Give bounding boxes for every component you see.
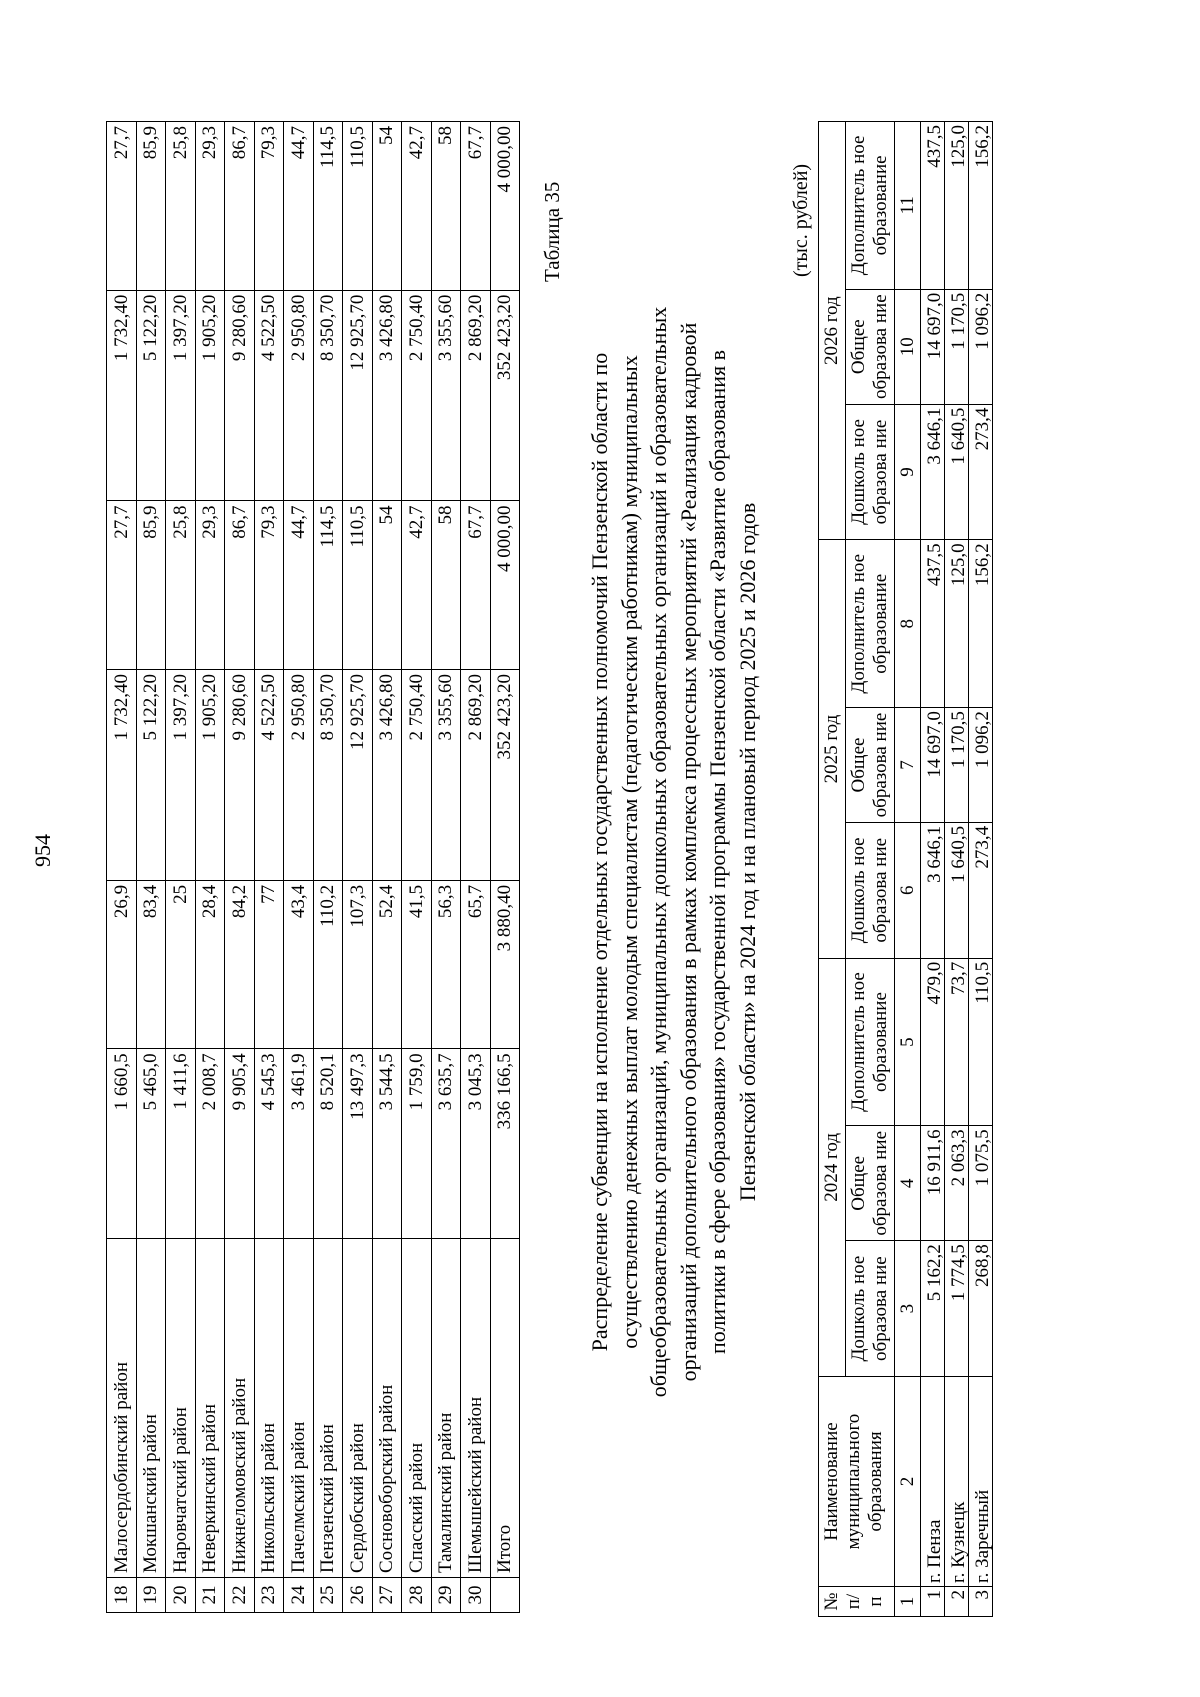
- district-name: Тамалинский район: [431, 1239, 461, 1578]
- header-sub: Дополнитель ное образование: [845, 958, 894, 1126]
- value-cell: 110,5: [969, 958, 993, 1126]
- row-number: 21: [195, 1578, 225, 1613]
- title-line: Пензенской области» на 2024 год и на плановый период 2025 и 2026 годов: [734, 502, 760, 1202]
- district-name: Сердобский район: [343, 1239, 373, 1578]
- value-cell: 27,7: [107, 122, 137, 291]
- municipality-name: г. Кузнецк: [945, 1377, 969, 1587]
- table-row: [402, 122, 432, 1613]
- table-row: [431, 122, 461, 1613]
- table-row: [945, 122, 969, 1617]
- value-cell: 437,5: [921, 122, 945, 290]
- row-number: 28: [402, 1578, 432, 1613]
- column-numbers-row: [894, 122, 921, 1617]
- column-number: 11: [894, 122, 921, 290]
- column-number: 7: [894, 708, 921, 823]
- value-cell: 14 697,0: [921, 289, 945, 404]
- value-cell: 479,0: [921, 958, 945, 1126]
- value-cell: 54: [372, 122, 402, 291]
- column-number: 8: [894, 540, 921, 708]
- table-row: [254, 122, 284, 1613]
- row-number: 30: [461, 1578, 491, 1613]
- row-number: 20: [166, 1578, 196, 1613]
- value-cell: 125,0: [945, 540, 969, 708]
- table-row: [921, 122, 945, 1617]
- value-cell: 26,9: [107, 880, 137, 1048]
- header-year: 2025 год: [819, 540, 846, 958]
- value-cell: 4 545,3: [254, 1049, 284, 1239]
- value-cell: 9 280,60: [225, 669, 255, 880]
- value-cell: 1 732,40: [107, 290, 137, 501]
- row-number: 2: [945, 1587, 969, 1617]
- column-number: 5: [894, 958, 921, 1126]
- header-sub: Дошколь ное образова ние: [845, 404, 894, 540]
- value-cell: 1 732,40: [107, 669, 137, 880]
- value-cell: 1 905,20: [195, 290, 225, 501]
- column-number: 3: [894, 1241, 921, 1377]
- value-cell: 67,7: [461, 501, 491, 669]
- value-cell: 41,5: [402, 880, 432, 1048]
- value-cell: 58: [431, 501, 461, 669]
- value-cell: 114,5: [313, 122, 343, 291]
- value-cell: 42,7: [402, 501, 432, 669]
- value-cell: 58: [431, 122, 461, 291]
- value-cell: 1 774,5: [945, 1241, 969, 1377]
- district-name: Пензенский район: [313, 1239, 343, 1578]
- value-cell: 1 759,0: [402, 1049, 432, 1239]
- value-cell: 1 075,5: [969, 1126, 993, 1241]
- units-label: (тыс. рублей): [790, 163, 812, 277]
- value-cell: 273,4: [969, 404, 993, 540]
- value-cell: 25,8: [166, 122, 196, 291]
- value-cell: 67,7: [461, 122, 491, 291]
- header-sub: Дошколь ное образова ние: [845, 1241, 894, 1377]
- district-name: Сосновоборский район: [372, 1239, 402, 1578]
- value-cell: 437,5: [921, 540, 945, 708]
- district-name: Неверкинский район: [195, 1239, 225, 1578]
- value-cell: 27,7: [107, 501, 137, 669]
- value-cell: 1 170,5: [945, 289, 969, 404]
- value-cell: 86,7: [225, 122, 255, 291]
- value-cell: 1 640,5: [945, 822, 969, 958]
- row-number: 23: [254, 1578, 284, 1613]
- header-year: 2026 год: [819, 122, 846, 540]
- value-cell: 73,7: [945, 958, 969, 1126]
- column-number: 6: [894, 822, 921, 958]
- value-cell: 25,8: [166, 501, 196, 669]
- value-cell: 5 465,0: [136, 1049, 166, 1239]
- value-cell: 5 122,20: [136, 290, 166, 501]
- value-cell: 9 280,60: [225, 290, 255, 501]
- value-cell: 12 925,70: [343, 290, 373, 501]
- column-number: 1: [894, 1587, 921, 1617]
- title-line: осуществлению денежных выплат молодым специалистам (педагогическим работникам) муниципальных: [616, 355, 642, 1349]
- title-line: Распределение субвенции на исполнение отдельных государственных полномочий Пензенской области по: [587, 352, 612, 1352]
- table-row: [313, 122, 343, 1613]
- value-cell: 1 096,2: [969, 289, 993, 404]
- value-cell: 52,4: [372, 880, 402, 1048]
- header-sub: Дополнитель ное образование: [845, 122, 894, 290]
- municipal-table: [106, 121, 520, 1613]
- table-row: [284, 122, 314, 1613]
- value-cell: 4 000,00: [490, 122, 520, 291]
- title-line: организаций дополнительного образования в рамках комплекса процессных мероприятий «Реализация кадровой: [675, 322, 701, 1382]
- value-cell: 79,3: [254, 501, 284, 669]
- column-number: 4: [894, 1126, 921, 1241]
- value-cell: 65,7: [461, 880, 491, 1048]
- district-name: Итого: [490, 1239, 520, 1578]
- value-cell: 4 000,00: [490, 501, 520, 669]
- value-cell: 1 411,6: [166, 1049, 196, 1239]
- row-number: 19: [136, 1578, 166, 1613]
- value-cell: 107,3: [343, 880, 373, 1048]
- column-number: 2: [894, 1377, 921, 1587]
- value-cell: 5 162,2: [921, 1241, 945, 1377]
- value-cell: 43,4: [284, 880, 314, 1048]
- header-sub: Общее образова ние: [845, 289, 894, 404]
- value-cell: 3 646,1: [921, 404, 945, 540]
- column-number: 9: [894, 404, 921, 540]
- header-row: [819, 122, 846, 1617]
- district-name: Никольский район: [254, 1239, 284, 1578]
- title-line: политики в сфере образования» государственной программы Пензенской области «Развитие образования в: [705, 349, 731, 1355]
- row-number: 25: [313, 1578, 343, 1613]
- value-cell: 114,5: [313, 501, 343, 669]
- value-cell: 2 750,40: [402, 290, 432, 501]
- value-cell: 3 355,60: [431, 669, 461, 880]
- value-cell: 3 646,1: [921, 822, 945, 958]
- value-cell: 84,2: [225, 880, 255, 1048]
- value-cell: 13 497,3: [343, 1049, 373, 1239]
- value-cell: 268,8: [969, 1241, 993, 1377]
- subvention-table: [818, 121, 993, 1617]
- district-name: Шемышейский район: [461, 1239, 491, 1578]
- row-number: 24: [284, 1578, 314, 1613]
- row-number: [490, 1578, 520, 1613]
- column-number: 10: [894, 289, 921, 404]
- municipality-name: г. Пенза: [921, 1377, 945, 1587]
- value-cell: 44,7: [284, 501, 314, 669]
- value-cell: 3 461,9: [284, 1049, 314, 1239]
- district-name: Пачелмский район: [284, 1239, 314, 1578]
- table-row: [969, 122, 993, 1617]
- value-cell: 110,5: [343, 501, 373, 669]
- value-cell: 3 355,60: [431, 290, 461, 501]
- row-number: 26: [343, 1578, 373, 1613]
- value-cell: 77: [254, 880, 284, 1048]
- table-row: [136, 122, 166, 1613]
- value-cell: 3 426,80: [372, 290, 402, 501]
- value-cell: 4 522,50: [254, 290, 284, 501]
- value-cell: 3 635,7: [431, 1049, 461, 1239]
- value-cell: 2 008,7: [195, 1049, 225, 1239]
- table-row: [225, 122, 255, 1613]
- header-sub: Дополнитель ное образование: [845, 540, 894, 708]
- header-year: 2024 год: [819, 958, 846, 1376]
- municipality-name: г. Заречный: [969, 1377, 993, 1587]
- table-row: [372, 122, 402, 1613]
- row-number: 27: [372, 1578, 402, 1613]
- value-cell: 3 880,40: [490, 880, 520, 1048]
- row-number: 3: [969, 1587, 993, 1617]
- value-cell: 1 397,20: [166, 290, 196, 501]
- value-cell: 42,7: [402, 122, 432, 291]
- value-cell: 2 950,80: [284, 290, 314, 501]
- value-cell: 8 520,1: [313, 1049, 343, 1239]
- header-sub: Дошколь ное образова ние: [845, 822, 894, 958]
- value-cell: 1 170,5: [945, 708, 969, 823]
- table-row: [107, 122, 137, 1613]
- title-line: общеобразовательных организаций, муниципальных дошкольных образовательных организаций и образовательных: [646, 306, 672, 1398]
- value-cell: 83,4: [136, 880, 166, 1048]
- row-number: 1: [921, 1587, 945, 1617]
- value-cell: 3 544,5: [372, 1049, 402, 1239]
- row-number: 22: [225, 1578, 255, 1613]
- value-cell: 16 911,6: [921, 1126, 945, 1241]
- district-name: Мокшанский район: [136, 1239, 166, 1578]
- value-cell: 2 750,40: [402, 669, 432, 880]
- value-cell: 8 350,70: [313, 290, 343, 501]
- header-sub: Общее образова ние: [845, 1126, 894, 1241]
- value-cell: 44,7: [284, 122, 314, 291]
- value-cell: 28,4: [195, 880, 225, 1048]
- value-cell: 8 350,70: [313, 669, 343, 880]
- table-label: Таблица 35: [540, 181, 564, 282]
- value-cell: 125,0: [945, 122, 969, 290]
- value-cell: 273,4: [969, 822, 993, 958]
- table-row: [461, 122, 491, 1613]
- header-num: № п/п: [819, 1587, 895, 1617]
- value-cell: 1 660,5: [107, 1049, 137, 1239]
- value-cell: 2 869,20: [461, 669, 491, 880]
- value-cell: 110,5: [343, 122, 373, 291]
- page-number: 954: [30, 834, 55, 867]
- district-name: Нижнеломовский район: [225, 1239, 255, 1578]
- value-cell: 5 122,20: [136, 669, 166, 880]
- value-cell: 29,3: [195, 122, 225, 291]
- value-cell: 2 869,20: [461, 290, 491, 501]
- value-cell: 9 905,4: [225, 1049, 255, 1239]
- district-name: Спасский район: [402, 1239, 432, 1578]
- table-row: [195, 122, 225, 1613]
- table-title: [585, 102, 763, 1602]
- value-cell: 2 063,3: [945, 1126, 969, 1241]
- row-number: 29: [431, 1578, 461, 1613]
- value-cell: 110,2: [313, 880, 343, 1048]
- value-cell: 3 426,80: [372, 669, 402, 880]
- value-cell: 1 096,2: [969, 708, 993, 823]
- value-cell: 352 423,20: [490, 290, 520, 501]
- value-cell: 1 905,20: [195, 669, 225, 880]
- value-cell: 1 397,20: [166, 669, 196, 880]
- header-sub: Общее образова ние: [845, 708, 894, 823]
- value-cell: 85,9: [136, 122, 166, 291]
- district-name: Наровчатский район: [166, 1239, 196, 1578]
- table-row: [490, 122, 520, 1613]
- value-cell: 3 045,3: [461, 1049, 491, 1239]
- value-cell: 2 950,80: [284, 669, 314, 880]
- value-cell: 56,3: [431, 880, 461, 1048]
- value-cell: 85,9: [136, 501, 166, 669]
- value-cell: 352 423,20: [490, 669, 520, 880]
- value-cell: 12 925,70: [343, 669, 373, 880]
- value-cell: 1 640,5: [945, 404, 969, 540]
- value-cell: 54: [372, 501, 402, 669]
- value-cell: 25: [166, 880, 196, 1048]
- value-cell: 86,7: [225, 501, 255, 669]
- header-name: Наименование муниципального образования: [819, 1377, 895, 1587]
- district-name: Малосердобинский район: [107, 1239, 137, 1578]
- table-row: [166, 122, 196, 1613]
- value-cell: 14 697,0: [921, 708, 945, 823]
- value-cell: 4 522,50: [254, 669, 284, 880]
- value-cell: 336 166,5: [490, 1049, 520, 1239]
- value-cell: 156,2: [969, 540, 993, 708]
- value-cell: 29,3: [195, 501, 225, 669]
- value-cell: 156,2: [969, 122, 993, 290]
- value-cell: 79,3: [254, 122, 284, 291]
- row-number: 18: [107, 1578, 137, 1613]
- table-row: [343, 122, 373, 1613]
